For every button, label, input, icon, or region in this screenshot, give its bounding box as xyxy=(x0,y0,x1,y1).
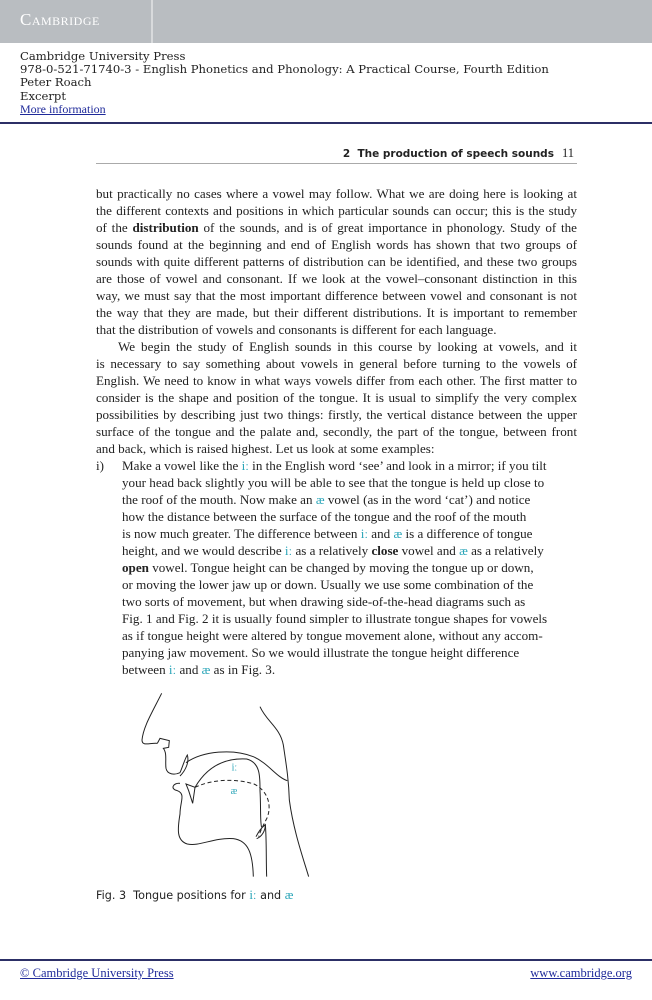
text-segment: is now much greater. The difference between xyxy=(122,526,361,541)
text-line xyxy=(96,389,577,406)
text-segment: vowel. Tongue height can be changed by moving the tongue up or down, xyxy=(148,560,534,575)
lower-teeth xyxy=(186,784,195,803)
text-segment: sounds found at the beginning and end of English words has shown that two groups of xyxy=(96,237,577,252)
book-info xyxy=(20,50,549,116)
text-line xyxy=(96,185,577,202)
text-segment: between xyxy=(122,662,169,677)
text-line xyxy=(122,627,577,644)
text-segment: as a relatively xyxy=(467,543,544,558)
text-segment: and xyxy=(368,526,394,541)
book-title: 978-0-521-71740-3 - English Phonetics and Phonology: A Practical Course, Fourth Edition xyxy=(20,62,549,77)
paragraph-1 xyxy=(96,185,577,338)
text-segment: or moving the lower jaw up or down. Usually we use some combination of the xyxy=(122,577,534,592)
text-line xyxy=(96,321,577,338)
text-segment: sounds with quite different patterns of distribution can be identified, and these two groups xyxy=(96,254,577,269)
text-line xyxy=(96,253,577,270)
header-divider xyxy=(151,0,153,43)
upper-lip xyxy=(157,738,180,774)
text-line xyxy=(96,287,577,304)
text-line xyxy=(122,644,577,661)
tongue-position-diagram xyxy=(80,690,380,910)
text-segment: Make a vowel like the xyxy=(122,458,242,473)
caption-vowel-close: iː xyxy=(249,887,257,902)
text-segment: is a difference of tongue xyxy=(402,526,533,541)
text-line xyxy=(96,440,577,457)
text-segment: as if tongue height were altered by tongue movement alone, without any accom- xyxy=(122,628,543,643)
header-rule xyxy=(0,122,652,124)
text-line xyxy=(122,661,577,678)
list-marker: i) xyxy=(96,458,104,473)
bold-term: open xyxy=(122,560,149,575)
text-line xyxy=(96,372,577,389)
phonetic-symbol: iː xyxy=(241,458,249,473)
text-segment: panying jaw movement. So we would illustrate the tongue height difference xyxy=(122,645,520,660)
figure-caption xyxy=(96,887,293,903)
text-line xyxy=(122,593,577,610)
phonetic-symbol: æ xyxy=(393,526,403,541)
caption-and: and xyxy=(256,889,285,902)
text-segment: vowel and xyxy=(398,543,460,558)
bold-term: distribution xyxy=(132,220,199,235)
more-information-link[interactable]: More information xyxy=(20,101,106,116)
text-segment: is necessary to say something about vowels in general before turning to the vowels of xyxy=(96,356,577,371)
text-line xyxy=(96,423,577,440)
text-line xyxy=(122,457,577,474)
paragraph-2 xyxy=(96,338,577,457)
text-line xyxy=(96,406,577,423)
label-open-vowel: æ xyxy=(230,786,238,797)
text-segment: English. We need to know in what ways vowels differ from each other. The first matter to xyxy=(96,373,577,388)
text-line xyxy=(96,338,577,355)
text-segment: two sorts of movement, but when drawing side-of-the-head diagrams such as xyxy=(122,594,526,609)
text-line xyxy=(96,355,577,372)
upper-teeth xyxy=(180,755,188,776)
text-segment: how the distance between the surface of the tongue and the roof of the mouth xyxy=(122,509,527,524)
face-profile xyxy=(142,693,162,744)
text-line xyxy=(96,270,577,287)
text-segment: and back, which is raised highest. Let us look at some examples: xyxy=(96,441,435,456)
text-line xyxy=(122,576,577,593)
text-segment: as in Fig. 3. xyxy=(210,662,276,677)
chapter-title: 2 The production of speech sounds xyxy=(342,148,554,160)
text-line xyxy=(96,304,577,321)
text-segment: height, and we would describe xyxy=(122,543,285,558)
phonetic-symbol: æ xyxy=(459,543,468,558)
caption-text: Fig. 3 Tongue positions for xyxy=(96,889,250,902)
publisher: Cambridge University Press xyxy=(20,49,186,63)
bold-term: close xyxy=(371,543,399,558)
text-line xyxy=(122,525,577,542)
website-link[interactable]: www.cambridge.org xyxy=(530,966,632,980)
text-segment: your head back slightly you will be able to see that the tongue is held up close to xyxy=(122,475,545,490)
caption-vowel-open: æ xyxy=(284,887,294,902)
lower-lip-jaw xyxy=(173,783,253,876)
text-segment: that the distribution of vowels and consonants is different for each language. xyxy=(96,322,497,337)
text-line xyxy=(122,474,577,491)
text-segment: the different contexts and positions in which particular sounds can occur; this is the study xyxy=(96,203,577,218)
text-line xyxy=(122,542,577,559)
text-segment: vowel (as in the word ‘cat’) and notice xyxy=(324,492,531,507)
text-segment: of the xyxy=(96,220,133,235)
text-segment: possibilities by describing just two things: firstly, the vertical distance between the upper xyxy=(96,407,577,422)
author: Peter Roach xyxy=(20,75,92,90)
text-segment: consider is the shape and position of the tongue. It is usual to simplify the very complex xyxy=(96,390,577,405)
copyright-link[interactable]: © Cambridge University Press xyxy=(20,966,174,980)
text-line xyxy=(122,559,577,576)
text-line xyxy=(96,219,577,236)
text-line xyxy=(122,508,577,525)
phonetic-symbol: iː xyxy=(360,526,369,541)
tongue-close xyxy=(195,759,262,827)
text-segment: way, we must say that the most important difference between vowel and consonant is not xyxy=(96,288,577,303)
phonetic-symbol: iː xyxy=(168,662,177,677)
text-line xyxy=(96,236,577,253)
text-line xyxy=(122,610,577,627)
pharynx-wall xyxy=(260,707,309,877)
cambridge-logo: Cambridge xyxy=(20,10,100,29)
phonetic-symbol: æ xyxy=(201,662,211,677)
text-segment: and xyxy=(176,662,202,677)
phonetic-symbol: æ xyxy=(315,492,325,507)
text-segment: of the sounds, and is of great importance in phonology. Study of the xyxy=(198,220,577,235)
front-neck xyxy=(265,825,266,877)
text-line xyxy=(96,202,577,219)
text-line xyxy=(122,491,577,508)
text-segment: Fig. 1 and Fig. 2 it is usually found simpler to illustrate tongue shapes for vowels xyxy=(122,611,548,626)
phonetic-symbol: iː xyxy=(284,543,293,558)
text-segment: are those of vowel and consonant. If we look at the vowel–consonant distinction in this xyxy=(96,271,577,286)
text-segment: as a relatively xyxy=(292,543,372,558)
running-head xyxy=(343,146,574,161)
list-item-i xyxy=(96,457,577,678)
text-segment: the way that they are made, but their different distributions. It is important to remember xyxy=(96,305,577,320)
text-segment: the roof of the mouth. Now make an xyxy=(122,492,316,507)
text-segment: in the English word ‘see’ and look in a mirror; if you tilt xyxy=(248,458,547,473)
text-segment: We begin the study of English sounds in this course by looking at vowels, and it xyxy=(118,339,577,354)
page-number: 11 xyxy=(561,146,574,160)
label-close-vowel: iː xyxy=(231,762,238,774)
text-segment: surface of the tongue and the palate and, secondly, the part of the tongue, between front xyxy=(96,424,577,439)
running-head-rule xyxy=(96,163,577,164)
footer-rule xyxy=(0,959,652,961)
text-segment: but practically no cases where a vowel may follow. What we are doing here is looking at xyxy=(96,186,577,201)
excerpt-label: Excerpt xyxy=(20,88,66,103)
